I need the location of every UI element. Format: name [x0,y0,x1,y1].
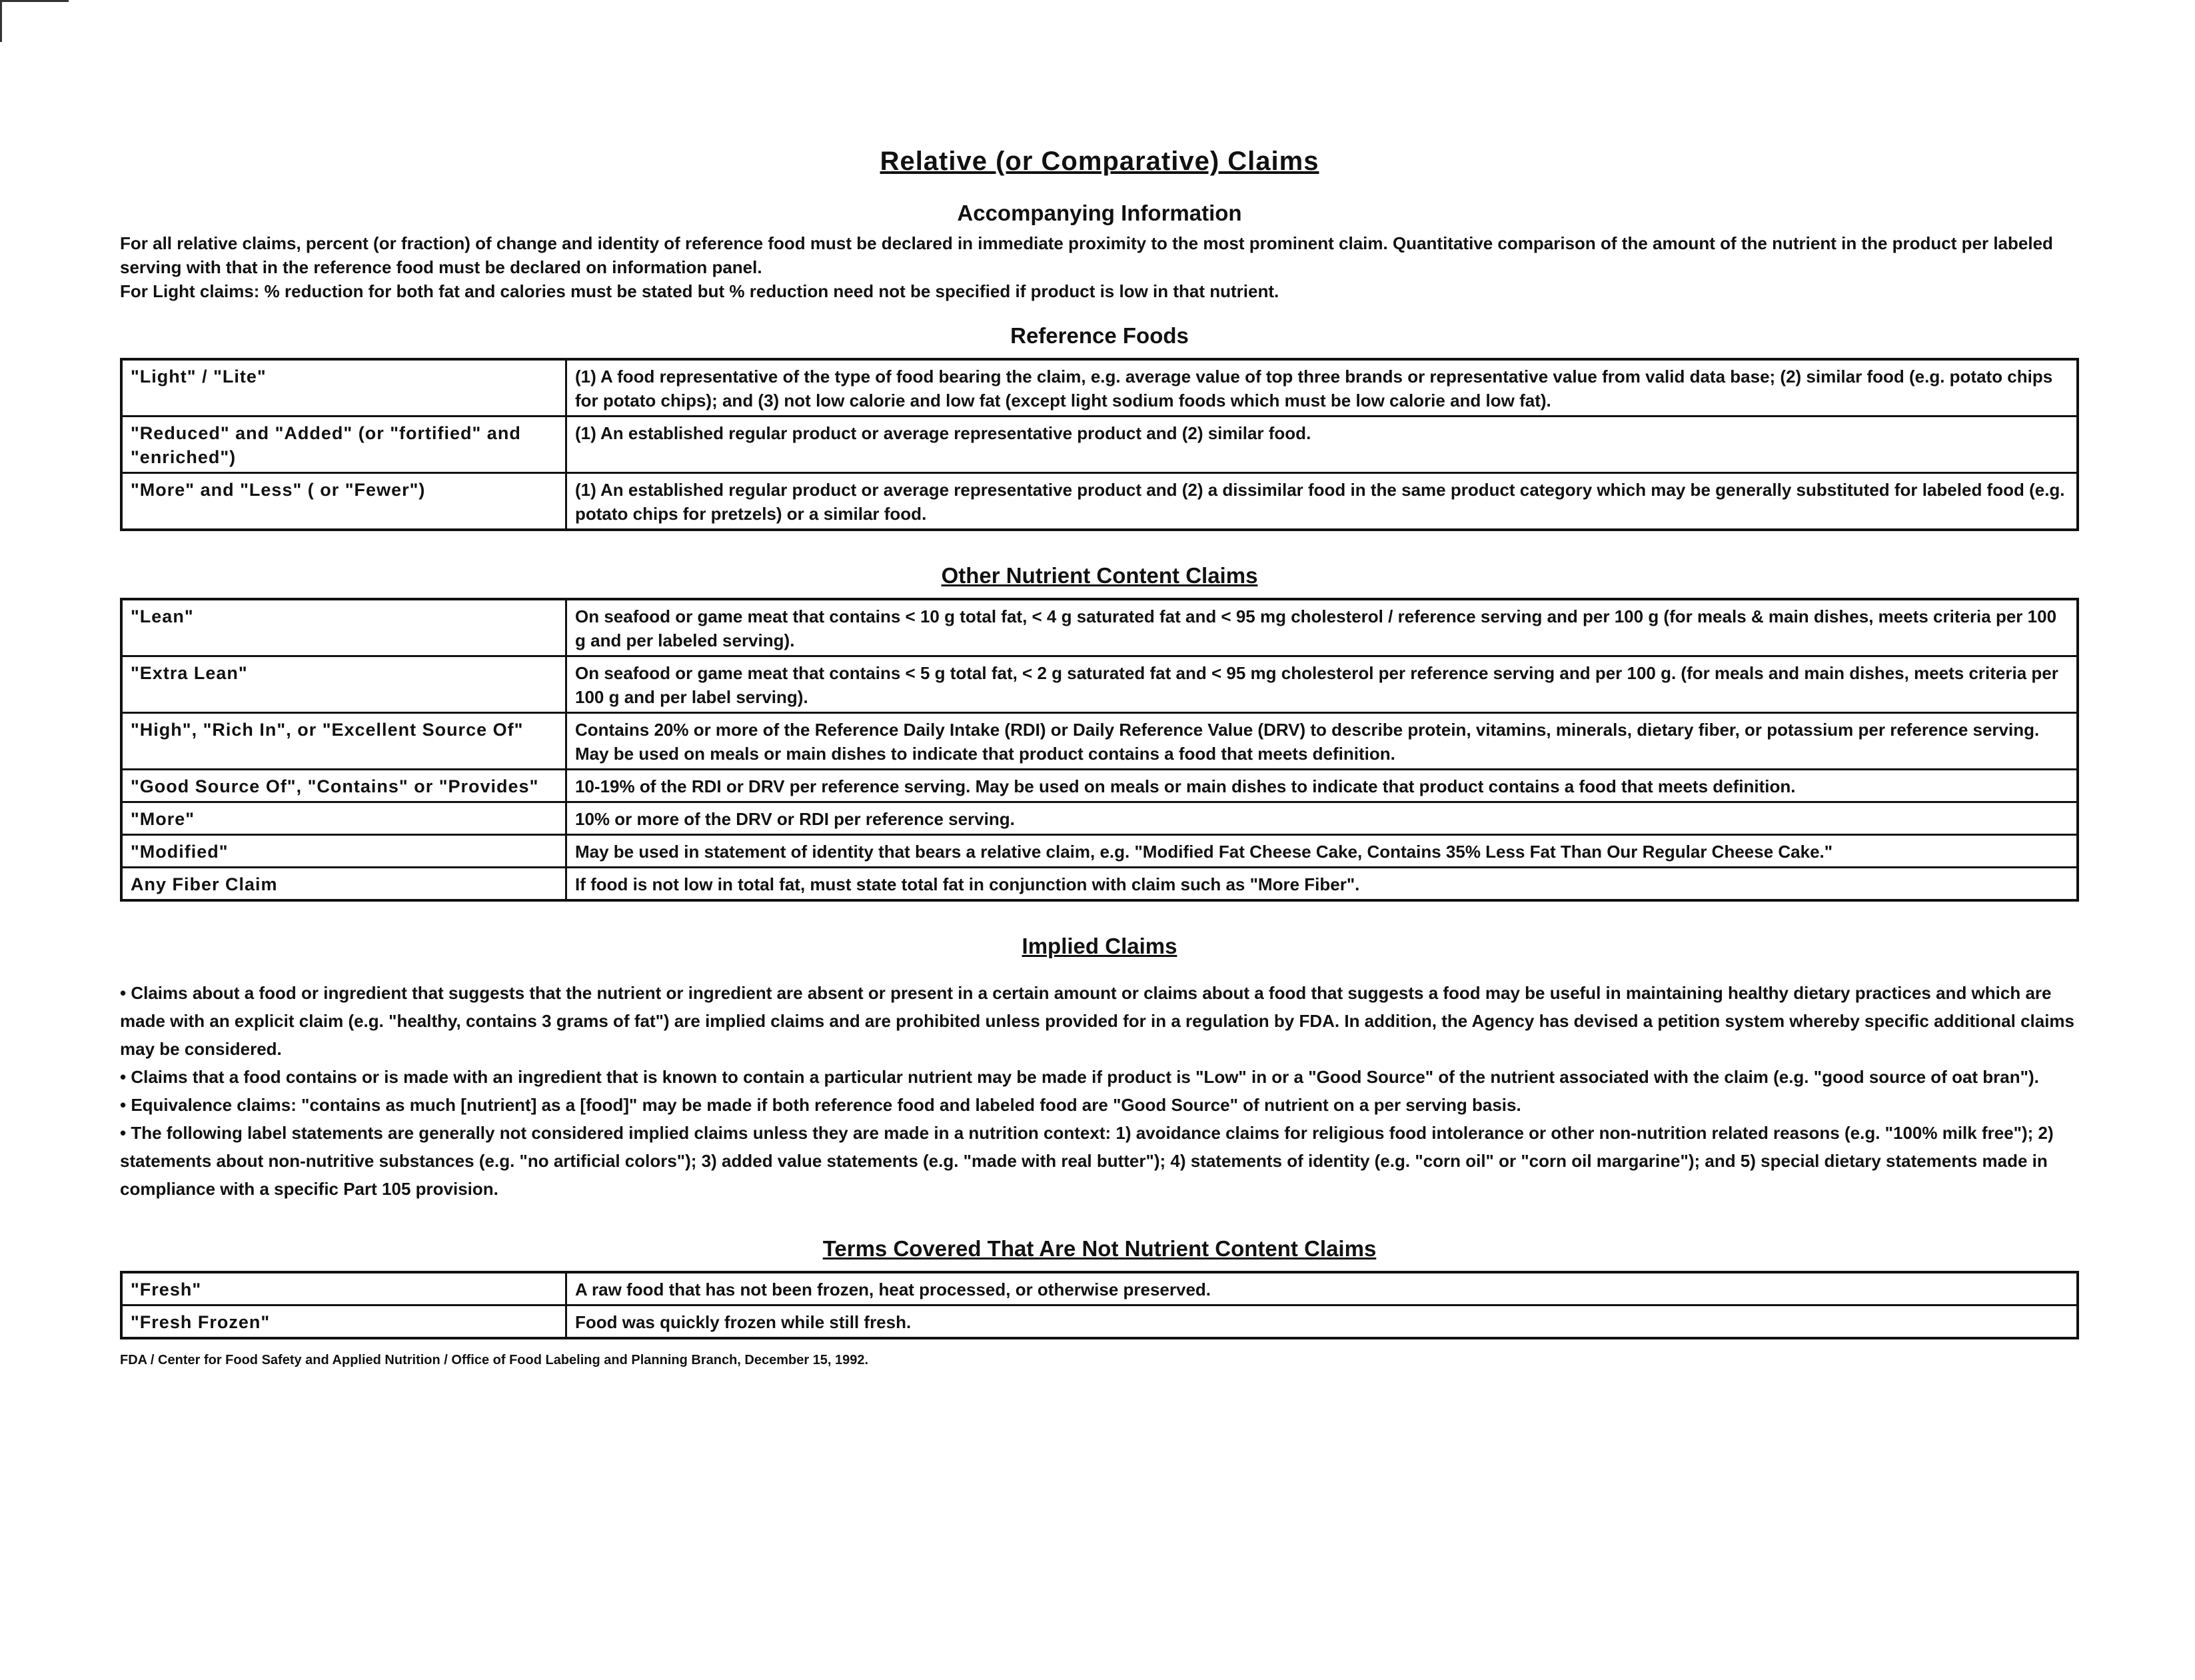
implied-claims-heading: Implied Claims [1022,934,1177,958]
table-row [121,770,2078,802]
other-nutrient-claims-section [120,563,2079,902]
scan-corner-mark [0,0,69,42]
table-row [121,359,2078,417]
table-row [121,1305,2078,1339]
list-item: • The following label statements are generally not considered implied claims unless they are made in a nutrition context: 1) avoidance claims for religious food intolerance or other non-nutrition related reasons (e.g. "100% milk free"); 2) statements about non-nutritive substances (e.g. "no artificial colors"); 3) added value statements (e.g. "made with real butter"); 4) statements of identity (e.g. "corn oil" or "corn oil margarine"); and 5) special dietary statements made in compliance with a specific Part 105 provision. [120,1119,2079,1203]
claim-term: "Lean" [121,599,566,656]
claim-definition: (1) An established regular product or average representative product and (2) similar food. [566,417,2078,473]
accompanying-paragraph-1: For all relative claims, percent (or fraction) of change and identity of reference food must be declared in immediate proximity to the most prominent claim. Quantitative comparison of the amount of the nutrient in the product per labeled serving with that in the reference food must be declared on information panel. [120,233,2053,277]
document-title: Relative (or Comparative) Claims [880,147,1319,176]
document-page [120,133,2079,1368]
table-row [121,802,2078,835]
accompanying-information-heading: Accompanying Information [957,201,1242,225]
list-item: • Claims that a food contains or is made with an ingredient that is known to contain a particular nutrient may be made if product is "Low" in or a "Good Source" of the nutrient associated with the claim (e.g. "good source of oat bran"). [120,1063,2079,1091]
reference-foods-section [120,323,2079,531]
other-nutrient-claims-heading: Other Nutrient Content Claims [941,563,1258,588]
claim-term: Any Fiber Claim [121,868,566,901]
other-nutrient-claims-table [120,598,2079,902]
claim-definition: On seafood or game meat that contains < 10 g total fat, < 4 g saturated fat and < 95 mg cholesterol / reference serving and per 100 g (for meals & main dishes, meets criteria per 100 g and per labeled serving). [566,599,2078,656]
claim-term: "Extra Lean" [121,656,566,713]
terms-not-covered-section [120,1236,2079,1339]
list-item: • Claims about a food or ingredient that suggests that the nutrient or ingredient are absent or present in a certain amount or claims about a food that suggests a food may be useful in maintaining healthy dietary practices and which are made with an explicit claim (e.g. "healthy, contains 3 grams of fat") are implied claims and are prohibited unless provided for in a regulation by FDA. In addition, the Agency has devised a petition system whereby specific additional claims may be considered. [120,979,2079,1063]
table-row [121,473,2078,530]
claim-term: "Fresh Frozen" [121,1305,566,1339]
table-row [121,868,2078,901]
claim-definition: (1) A food representative of the type of food bearing the claim, e.g. average value of top three brands or representative value from valid data base; (2) similar food (e.g. potato chips for potato chips); and (3) not low calorie and low fat (except light sodium foods which must be low calorie and low fat). [566,359,2078,417]
reference-foods-table [120,358,2079,531]
claim-term: "Good Source Of", "Contains" or "Provides" [121,770,566,802]
claim-definition: May be used in statement of identity that bears a relative claim, e.g. "Modified Fat Cheese Cake, Contains 35% Less Fat Than Our Regular Cheese Cake." [566,835,2078,868]
table-row [121,713,2078,770]
claim-term: "Fresh" [121,1272,566,1305]
claim-term: "Modified" [121,835,566,868]
claim-definition: On seafood or game meat that contains < 5 g total fat, < 2 g saturated fat and < 95 mg cholesterol per reference serving and per 100 g. (for meals and main dishes, meets criteria per 100 g and per label serving). [566,656,2078,713]
list-item: • Equivalence claims: "contains as much [nutrient] as a [food]" may be made if both reference food and labeled food are "Good Source" of nutrient on a per serving basis. [120,1091,2079,1119]
implied-claims-section [120,934,2079,1203]
accompanying-information-section [120,201,2079,303]
claim-term: "More" [121,802,566,835]
claim-term: "Reduced" and "Added" (or "fortified" and "enriched") [121,417,566,473]
claim-definition: A raw food that has not been frozen, heat processed, or otherwise preserved. [566,1272,2078,1305]
reference-foods-heading: Reference Foods [1010,323,1189,348]
table-row [121,599,2078,656]
claim-term: "More" and "Less" ( or "Fewer") [121,473,566,530]
table-row [121,656,2078,713]
table-row [121,1272,2078,1305]
table-row [121,835,2078,868]
claim-definition: Food was quickly frozen while still fresh. [566,1305,2078,1339]
table-row [121,417,2078,473]
terms-not-covered-table [120,1271,2079,1339]
claim-definition: 10-19% of the RDI or DRV per reference serving. May be used on meals or main dishes to indicate that product contains a food that meets definition. [566,770,2078,802]
claim-definition: Contains 20% or more of the Reference Daily Intake (RDI) or Daily Reference Value (DRV) to describe protein, vitamins, minerals, dietary fiber, or potassium per reference serving. May be used on meals or main dishes to indicate that product contains a food that meets definition. [566,713,2078,770]
claim-term: "Light" / "Lite" [121,359,566,417]
claim-term: "High", "Rich In", or "Excellent Source Of" [121,713,566,770]
accompanying-paragraph-2: For Light claims: % reduction for both fat and calories must be stated but % reduction need not be specified if product is low in that nutrient. [120,281,1279,301]
source-footer: FDA / Center for Food Safety and Applied Nutrition / Office of Food Labeling and Planning Branch, December 15, 1992. [120,1353,869,1367]
implied-claims-list [120,979,2079,1203]
claim-definition: 10% or more of the DRV or RDI per reference serving. [566,802,2078,835]
claim-definition: If food is not low in total fat, must state total fat in conjunction with claim such as "More Fiber". [566,868,2078,901]
claim-definition: (1) An established regular product or average representative product and (2) a dissimilar food in the same product category which may be generally substituted for labeled food (e.g. potato chips for pretzels) or a similar food. [566,473,2078,530]
terms-not-covered-heading: Terms Covered That Are Not Nutrient Content Claims [822,1236,1377,1261]
